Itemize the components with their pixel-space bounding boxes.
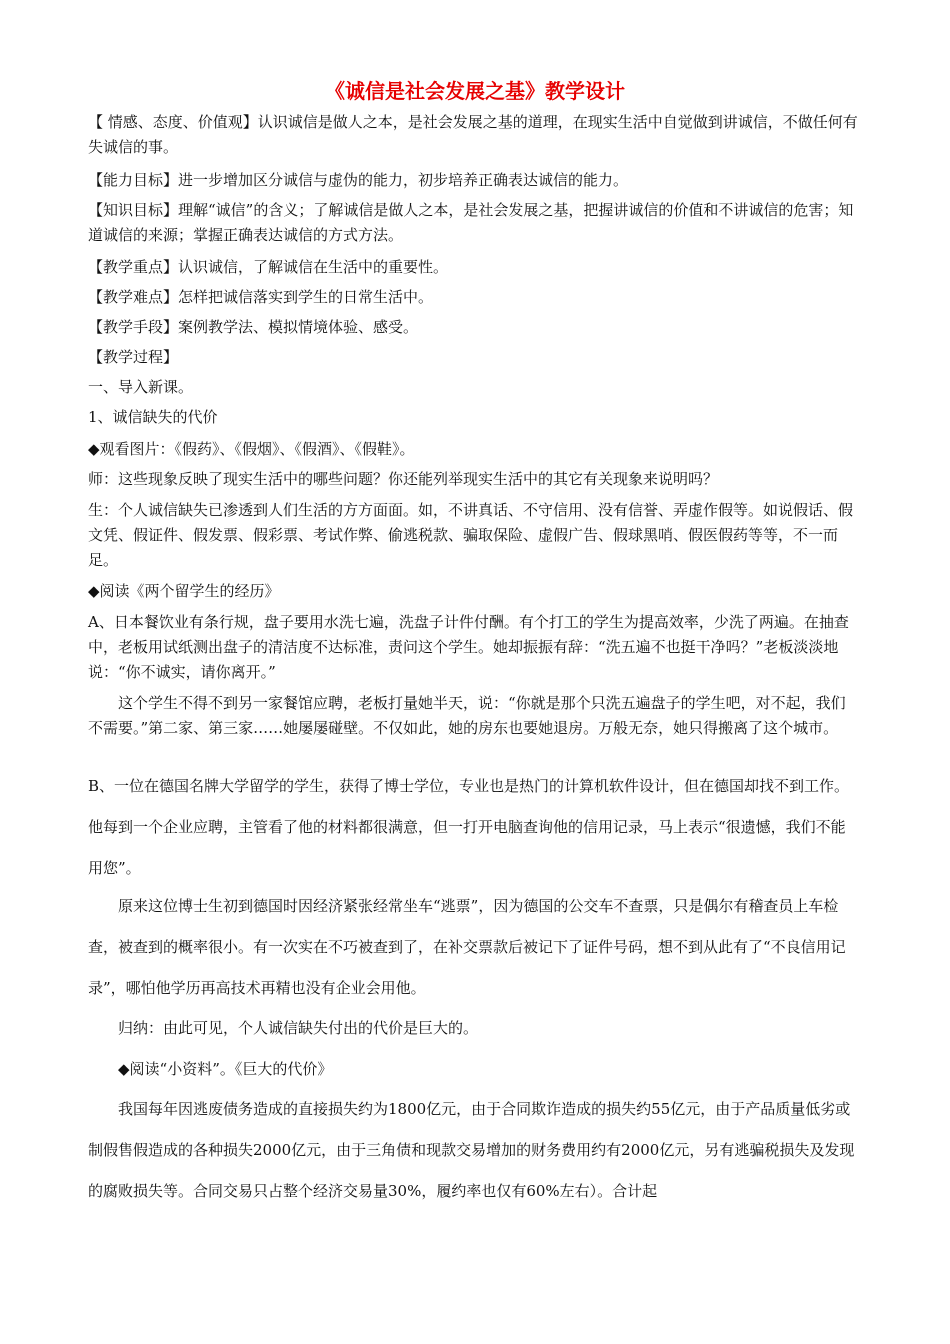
paragraph-story-b: B、一位在德国名牌大学留学的学生，获得了博士学位，专业也是热门的计算机软件设计，但在德国却找不到工作。他每到一个企业应聘，主管看了他的材料都很满意，但一打开电脑查询他的信用记录，马上表示“很遗憾，我们不能用您”。 (88, 777, 850, 877)
paragraph-read-material: ◆阅读“小资料”。《巨大的代价》 (118, 1060, 333, 1078)
paragraph-view-pictures: ◆观看图片：《假药》、《假烟》、《假酒》、《假鞋》。 (88, 440, 415, 458)
paragraph-key-point: 【教学重点】认识诚信，了解诚信在生活中的重要性。 (88, 258, 449, 276)
paragraph-cost-data: 我国每年因逃废债务造成的直接损失约为1800亿元，由于合同欺诈造成的损失约55亿元，由于产品质量低劣或制假售假造成的各种损失2000亿元，由于三角债和现款交易增加的财务费用约有2000亿元，另有逃骗税损失及发现的腐败损失等。合同交易只占整个经济交易量30%，履约率也仅有60%左右）。合计起 (88, 1100, 855, 1200)
document-title: 《诚信是社会发展之基》教学设计 (325, 79, 625, 103)
paragraph-affective-goal: 【 情感、态度、价值观】认识诚信是做人之本，是社会发展之基的道理，在现实生活中自觉做到讲诚信，不做任何有失诚信的事。 (88, 113, 858, 156)
paragraph-difficulty: 【教学难点】怎样把诚信落实到学生的日常生活中。 (88, 288, 434, 306)
paragraph-teacher-question: 师：这些现象反映了现实生活中的哪些问题？你还能列举现实生活中的其它有关现象来说明吗？ (88, 470, 719, 488)
section-heading-intro: 一、导入新课。 (88, 378, 194, 396)
paragraph-read-story: ◆阅读《两个留学生的经历》 (88, 582, 280, 600)
paragraph-method: 【教学手段】案例教学法、模拟情境体验、感受。 (88, 318, 419, 336)
paragraph-knowledge-goal: 【知识目标】理解“诚信”的含义；了解诚信是做人之本，是社会发展之基，把握讲诚信的价值和不讲诚信的危害；知道诚信的来源；掌握正确表达诚信的方式方法。 (88, 201, 854, 244)
paragraph-summary: 归纳：由此可见，个人诚信缺失付出的代价是巨大的。 (118, 1019, 479, 1037)
paragraph-story-a-continued: 这个学生不得不到另一家餐馆应聘，老板打量她半天，说：“你就是那个只洗五遍盘子的学生吧，对不起，我们不需要。”第二家、第三家……她屡屡碰壁。不仅如此，她的房东也要她退房。万般无奈，她只得搬离了这个城市。 (88, 694, 846, 737)
subsection-heading-cost: 1、诚信缺失的代价 (88, 408, 218, 426)
paragraph-process-heading: 【教学过程】 (88, 348, 179, 366)
paragraph-story-b-continued: 原来这位博士生初到德国时因经济紧张经常坐车“逃票”，因为德国的公交车不查票，只是偶尔有稽查员上车检查，被查到的概率很小。有一次实在不巧被查到了，在补交票款后被记下了证件号码，想不到从此有了“不良信用记录”，哪怕他学历再高技术再精也没有企业会用他。 (88, 897, 846, 997)
paragraph-ability-goal: 【能力目标】进一步增加区分诚信与虚伪的能力，初步培养正确表达诚信的能力。 (88, 171, 629, 189)
paragraph-student-answer: 生：个人诚信缺失已渗透到人们生活的方方面面。如，不讲真话、不守信用、没有信誉、弄虚作假等。如说假话、假文凭、假证件、假发票、假彩票、考试作弊、偷逃税款、骗取保险、虚假广告、假球黑哨、假医假药等等，不一而足。 (88, 501, 854, 569)
paragraph-story-a: A、日本餐饮业有条行规，盘子要用水洗七遍，洗盘子计件付酬。有个打工的学生为提高效率，少洗了两遍。在抽查中，老板用试纸测出盘子的清洁度不达标准，责问这个学生。她却振振有辞：“洗五遍不也挺干净吗？”老板淡淡地说：“你不诚实，请你离开。” (88, 613, 849, 681)
